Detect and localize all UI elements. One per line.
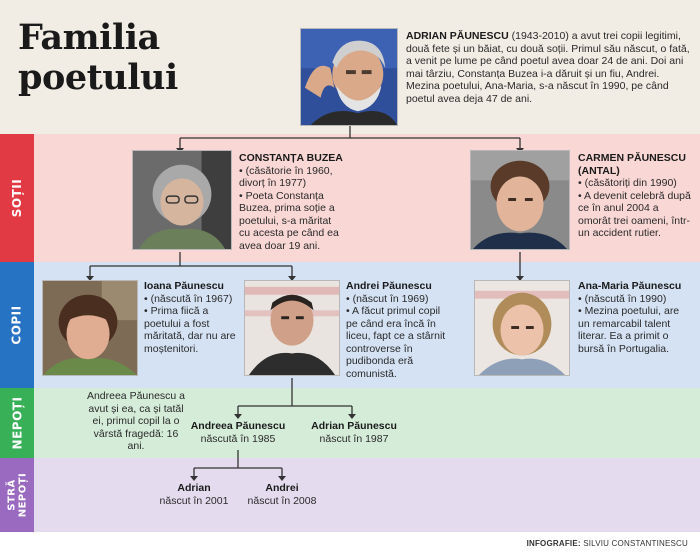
andrei-paunescu-name: Andrei Păunescu — [346, 280, 432, 292]
carmen-paunescu-name: CARMEN PĂUNESCU — [578, 152, 686, 164]
carmen-paunescu-name-2: (ANTAL) — [578, 164, 620, 177]
adrian-paunescu-name: ADRIAN PĂUNESCU — [406, 30, 509, 42]
band-label-nepoti-text: NEPOȚI — [10, 396, 25, 450]
grandchild-name: Andreea Păunescu — [190, 420, 286, 432]
portrait-icon — [245, 281, 339, 375]
great-grandchild-name: Adrian — [177, 482, 211, 494]
grandchild-andreea — [180, 420, 296, 445]
carmen-paunescu-bullet: • A devenit celebră după ce în anul 2004 a omorât trei oameni, într-un accident rutier. — [578, 189, 691, 239]
band-label-soti — [0, 134, 34, 262]
ioana-paunescu-photo — [42, 280, 138, 376]
band-label-stranepoti-text — [6, 473, 28, 518]
constanta-buzea-photo — [132, 150, 232, 250]
adrian-paunescu-description — [406, 30, 690, 105]
portrait-icon — [43, 281, 137, 375]
constanta-buzea-description — [239, 152, 343, 252]
credit-label: INFOGRAFIE: — [526, 539, 581, 548]
grandchild-info: născută în 1985 — [200, 432, 276, 445]
band-label-stra-line2: NEPOȚI — [17, 472, 29, 518]
band-label-soti-text: SOȚII — [10, 178, 24, 218]
carmen-paunescu-bullet: • (căsătoriți din 1990) — [578, 177, 677, 189]
band-label-copii — [0, 262, 34, 388]
portrait-icon — [133, 151, 231, 249]
great-grandchild-name: Andrei — [265, 482, 299, 494]
carmen-paunescu-description — [578, 152, 692, 240]
band-label-stranepoti — [0, 458, 34, 532]
ana-maria-paunescu-bullet: • Mezina poetului, are un remarcabil talent literar. Ea a primit o bursă în Portugalia. — [578, 305, 680, 355]
ana-maria-paunescu-description — [578, 280, 690, 355]
portrait-icon — [471, 151, 569, 249]
band-label-nepoti — [0, 388, 34, 458]
andrei-paunescu-photo — [244, 280, 340, 376]
infographic-credit — [527, 539, 688, 548]
constanta-buzea-bullet: • (căsătorie în 1960, divorț în 1977) — [239, 164, 333, 189]
ioana-paunescu-bullet: • (născută în 1967) — [144, 292, 233, 305]
grandchild-name: Adrian Păunescu — [311, 420, 397, 432]
portrait-icon — [475, 281, 569, 375]
ana-maria-paunescu-bullet: • (născută în 1990) — [578, 292, 667, 305]
grandchild-info: născut în 1987 — [319, 432, 389, 445]
andrei-paunescu-description — [346, 280, 450, 380]
grandchild-adrian — [296, 420, 412, 445]
constanta-buzea-bullet: • Poeta Constanța Buzea, prima soție a poetului, s-a măritat cu acesta pe când ea avea doar 19 ani. — [239, 189, 339, 252]
credit-author: SILVIU CONSTANTINESCU — [580, 539, 688, 548]
carmen-paunescu-photo — [470, 150, 570, 250]
great-grandchild-adrian — [150, 482, 238, 507]
constanta-buzea-name: CONSTANȚA BUZEA — [239, 152, 343, 164]
band-label-stra-line1: STRĂ — [6, 479, 18, 511]
andrei-paunescu-bullet: • A făcut primul copil pe când era încă în liceu, fapt ce a stârnit controverse în pudibonda eră comunistă. — [346, 305, 446, 380]
band-stranepoti — [0, 458, 700, 532]
andrei-paunescu-bullet: • (născut în 1969) — [346, 292, 429, 305]
band-label-copii-text: COPII — [10, 305, 25, 345]
ioana-paunescu-name: Ioana Păunescu — [144, 280, 224, 292]
great-grandchild-info: născut în 2008 — [247, 494, 317, 507]
ioana-paunescu-bullet: • Prima fiică a poetului a fost măritată, dar nu are moștenitori. — [144, 305, 236, 355]
andreea-note: Andreea Păunescu a avut și ea, ca și tatăl ei, primul copil la o vârstă fragedă: 16 ani. — [86, 390, 186, 452]
great-grandchild-info: născut în 2001 — [159, 494, 229, 507]
portrait-icon — [301, 29, 397, 125]
adrian-paunescu-photo — [300, 28, 398, 126]
adrian-paunescu-text: (1943-2010) a avut trei copii legitimi, două fete și un băiat, cu două soții. Primul său născut, o fată, a venit pe lume pe când poetul avea doar 24 de ani. Doi ani mai târziu, Constanța Buzea i-a dăruit și un fiu, Andrei. Mezina poetului, Ana-Maria, s-a născut în 1990, pe când poetul avea deja 47 de ani. — [406, 30, 690, 105]
ana-maria-paunescu-photo — [474, 280, 570, 376]
great-grandchild-andrei — [238, 482, 326, 507]
ana-maria-paunescu-name: Ana-Maria Păunescu — [578, 280, 682, 292]
ioana-paunescu-description — [144, 280, 244, 355]
page-title: Familia poetului — [18, 17, 178, 98]
